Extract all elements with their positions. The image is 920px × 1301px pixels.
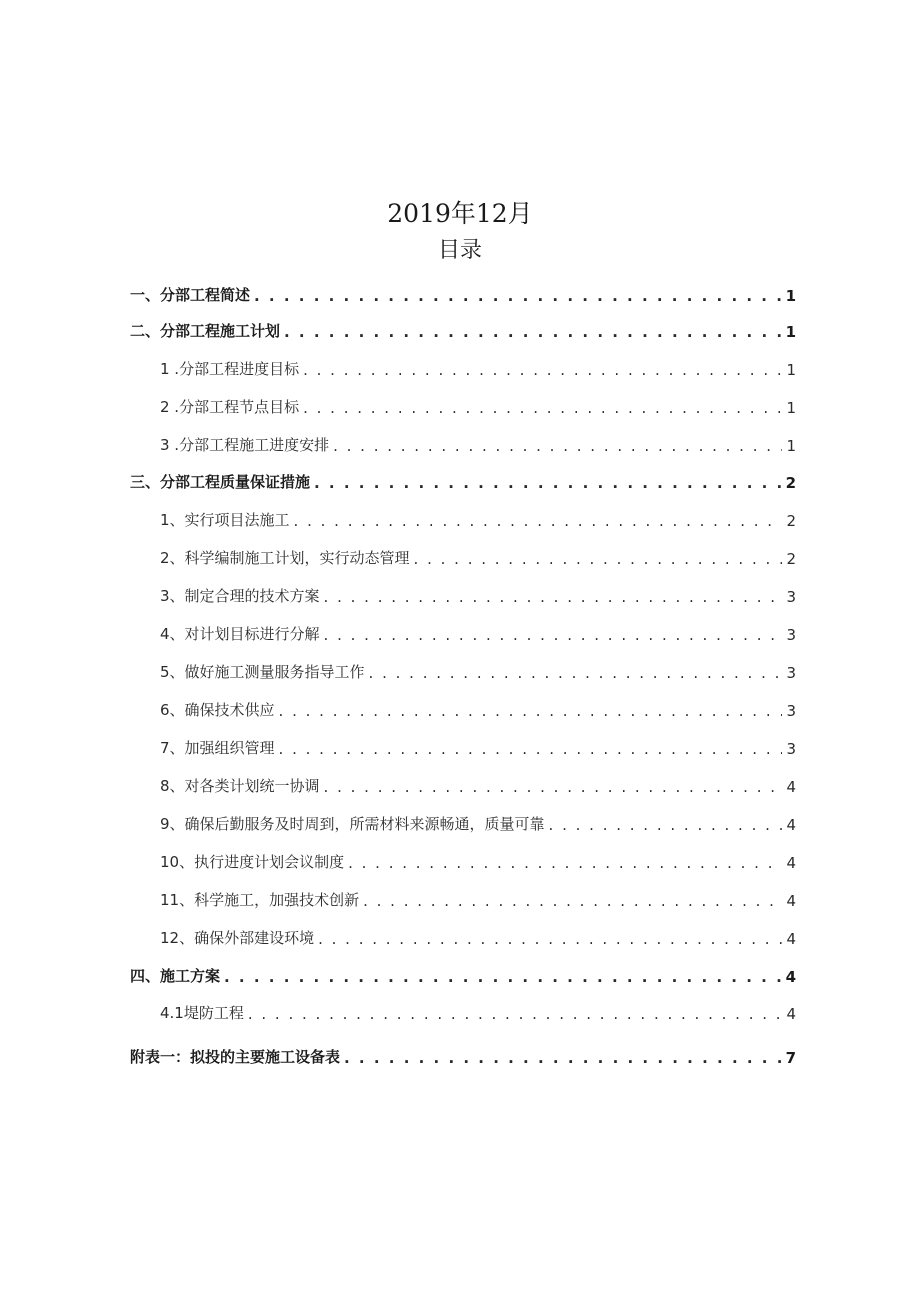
toc-entry-label: 2 .分部工程节点目标 <box>160 398 300 416</box>
toc-dot-leader <box>284 323 782 341</box>
toc-entry-page-number: 1 <box>785 323 796 341</box>
toc-entry-label: 四、施工方案 <box>130 967 221 985</box>
toc-entry-label: 附表一：拟投的主要施工设备表 <box>130 1048 341 1066</box>
toc-entry[interactable] <box>130 583 796 606</box>
toc-dot-leader <box>414 550 783 568</box>
toc-entry-label: 8、对各类计划统一协调 <box>160 777 320 795</box>
toc-entry[interactable] <box>130 925 796 948</box>
toc-entry-page-number: 3 <box>786 702 796 720</box>
toc-entry-label: 2、科学编制施工计划，实行动态管理 <box>160 549 410 567</box>
toc-entry-label: 3 .分部工程施工进度安排 <box>160 436 330 454</box>
toc-dot-leader <box>248 1005 783 1023</box>
toc-entry-page-number: 4 <box>786 854 796 872</box>
toc-dot-leader <box>279 702 783 720</box>
toc-entry[interactable] <box>130 282 796 305</box>
toc-entry-page-number: 3 <box>786 740 796 758</box>
toc-entry-page-number: 3 <box>786 664 796 682</box>
toc-entry[interactable] <box>130 621 796 644</box>
toc-entry-label: 4.1堤防工程 <box>160 1004 244 1022</box>
toc-title: 目录 <box>437 238 482 263</box>
toc-entry-page-number: 4 <box>786 1005 796 1023</box>
toc-entry-label: 4、对计划目标进行分解 <box>160 625 320 643</box>
toc-dot-leader <box>224 968 782 986</box>
toc-entry-label: 9、确保后勤服务及时周到，所需材料来源畅通，质量可靠 <box>160 815 545 833</box>
toc-entry-label: 7、加强组织管理 <box>160 739 275 757</box>
toc-dot-leader <box>303 361 782 379</box>
toc-entry[interactable] <box>130 469 796 492</box>
toc-entry[interactable] <box>130 1000 796 1023</box>
toc-entry[interactable] <box>130 545 796 568</box>
toc-entry[interactable] <box>130 1044 796 1067</box>
toc-entry-page-number: 1 <box>786 399 796 417</box>
toc-entry-label: 1、实行项目法施工 <box>160 511 290 529</box>
toc-entry-label: 5、做好施工测量服务指导工作 <box>160 663 365 681</box>
toc-entry-label: 三、分部工程质量保证措施 <box>130 473 311 491</box>
toc-dot-leader <box>314 474 782 492</box>
toc-entry-page-number: 1 <box>785 287 796 305</box>
toc-dot-leader <box>324 626 783 644</box>
toc-dot-leader <box>344 1049 782 1067</box>
document-date: 2019年12月 <box>387 199 533 228</box>
toc-dot-leader <box>294 512 783 530</box>
toc-entry[interactable] <box>130 773 796 796</box>
toc-entry-label: 12、确保外部建设环境 <box>160 929 315 947</box>
toc-dot-leader <box>303 399 782 417</box>
toc-dot-leader <box>324 778 783 796</box>
toc-entry[interactable] <box>130 963 796 986</box>
toc-entry-page-number: 4 <box>786 892 796 910</box>
toc-entry-label: 1 .分部工程进度目标 <box>160 360 300 378</box>
toc-dot-leader <box>254 287 782 305</box>
toc-entry-page-number: 1 <box>786 361 796 379</box>
toc-entry[interactable] <box>130 659 796 682</box>
toc-entry-label: 二、分部工程施工计划 <box>130 322 281 340</box>
toc-entry-page-number: 3 <box>786 626 796 644</box>
toc-entry[interactable] <box>130 849 796 872</box>
toc-entry[interactable] <box>130 811 796 834</box>
toc-entry-page-number: 1 <box>786 437 796 455</box>
toc-entry[interactable] <box>130 356 796 379</box>
toc-entry-label: 10、执行进度计划会议制度 <box>160 853 345 871</box>
toc-dot-leader <box>333 437 782 455</box>
toc-dot-leader <box>324 588 783 606</box>
toc-entry-label: 一、分部工程简述 <box>130 286 251 304</box>
toc-entry[interactable] <box>130 432 796 455</box>
toc-entry-label: 3、制定合理的技术方案 <box>160 587 320 605</box>
toc-entry-page-number: 2 <box>785 474 796 492</box>
toc-entry[interactable] <box>130 887 796 910</box>
toc-entry-page-number: 7 <box>785 1049 796 1067</box>
toc-dot-leader <box>369 664 783 682</box>
toc-entry-page-number: 2 <box>786 550 796 568</box>
toc-entry[interactable] <box>130 507 796 530</box>
toc-entry-page-number: 4 <box>786 930 796 948</box>
toc-entry-label: 11、科学施工，加强技术创新 <box>160 891 360 909</box>
toc-entry-page-number: 4 <box>786 816 796 834</box>
toc-dot-leader <box>318 930 782 948</box>
toc-dot-leader <box>549 816 783 834</box>
toc-entry[interactable] <box>130 394 796 417</box>
toc-dot-leader <box>348 854 782 872</box>
toc-entry-page-number: 4 <box>786 778 796 796</box>
toc-dot-leader <box>279 740 783 758</box>
toc-entry-page-number: 3 <box>786 588 796 606</box>
toc-entry-page-number: 2 <box>786 512 796 530</box>
toc-entry-label: 6、确保技术供应 <box>160 701 275 719</box>
toc-entry[interactable] <box>130 697 796 720</box>
toc-entry[interactable] <box>130 318 796 341</box>
toc-entry-page-number: 4 <box>785 968 796 986</box>
toc-entry[interactable] <box>130 735 796 758</box>
toc-dot-leader <box>363 892 782 910</box>
